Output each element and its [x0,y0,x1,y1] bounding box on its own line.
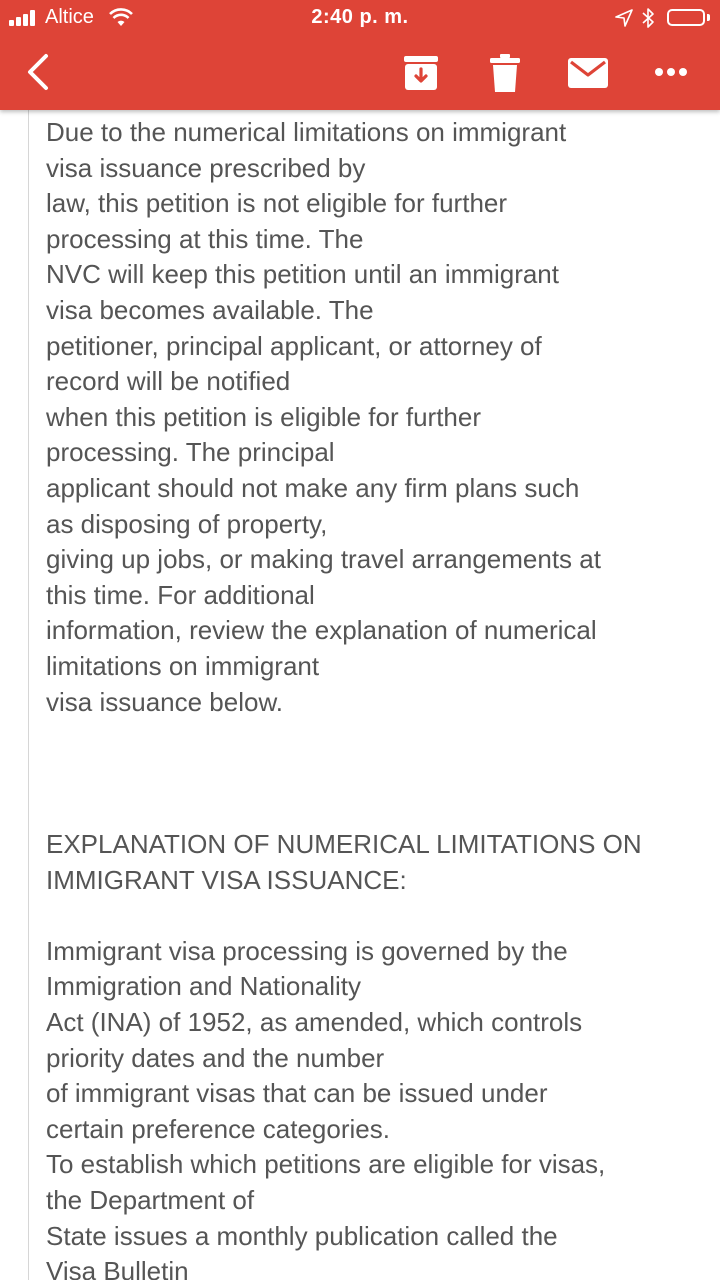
text-line: information, review the explanation of numerical [46,615,597,646]
text-line: limitations on immigrant [46,650,320,681]
text-line: Immigration and Nationality [46,971,362,1002]
text-line: NVC will keep this petition until an immigrant [46,259,559,290]
text-line: the Department of [46,1185,255,1216]
text-line: law, this petition is not eligible for further [46,188,508,219]
text-line: as disposing of property, [46,508,328,539]
text-line: applicant should not make any firm plans such [46,472,580,503]
status-bar [0,0,720,36]
back-chevron-icon[interactable] [22,52,54,92]
section-heading [46,827,686,898]
bluetooth-icon [641,7,655,29]
mail-icon[interactable] [568,58,608,88]
text-line: Act (INA) of 1952, as amended, which controls [46,1007,583,1038]
text-line: giving up jobs, or making travel arrangements at [46,544,601,575]
text-line: processing at this time. The [46,223,364,254]
heading-line: IMMIGRANT VISA ISSUANCE: [46,864,407,895]
text-line: Visa Bulletin [46,1256,189,1280]
text-line: when this petition is eligible for further [46,401,482,432]
heading-line: EXPLANATION OF NUMERICAL LIMITATIONS ON [46,829,642,860]
carrier-name: Altice [45,6,94,28]
paragraph-1 [46,115,686,720]
battery-tip [707,14,710,21]
trash-icon[interactable] [490,54,520,92]
spacer [46,898,686,934]
text-line: To establish which petitions are eligible for visas, [46,1149,606,1180]
text-line: visa becomes available. The [46,294,374,325]
email-body[interactable] [28,110,720,1280]
text-line: processing. The principal [46,437,335,468]
text-line: this time. For additional [46,579,315,610]
text-line: record will be notified [46,366,291,397]
text-line: petitioner, principal applicant, or attorney of [46,330,542,361]
text-line: State issues a monthly publication called the [46,1220,558,1251]
paragraph-2 [46,934,686,1280]
email-text [46,115,686,1280]
text-line: Due to the numerical limitations on immigrant [46,117,567,147]
text-line: Immigrant visa processing is governed by the [46,935,568,966]
text-line: of immigrant visas that can be issued under [46,1078,548,1109]
text-line: priority dates and the number [46,1042,385,1073]
spacer [46,720,686,827]
text-line: visa issuance prescribed by [46,152,366,183]
battery-icon [667,9,705,26]
location-arrow-icon [615,9,633,27]
archive-icon[interactable] [403,56,439,90]
more-icon[interactable] [654,64,688,80]
text-line: certain preference categories. [46,1113,390,1144]
status-time: 2:40 p. m. [311,6,409,28]
text-line: visa issuance below. [46,686,284,717]
toolbar [0,0,720,110]
